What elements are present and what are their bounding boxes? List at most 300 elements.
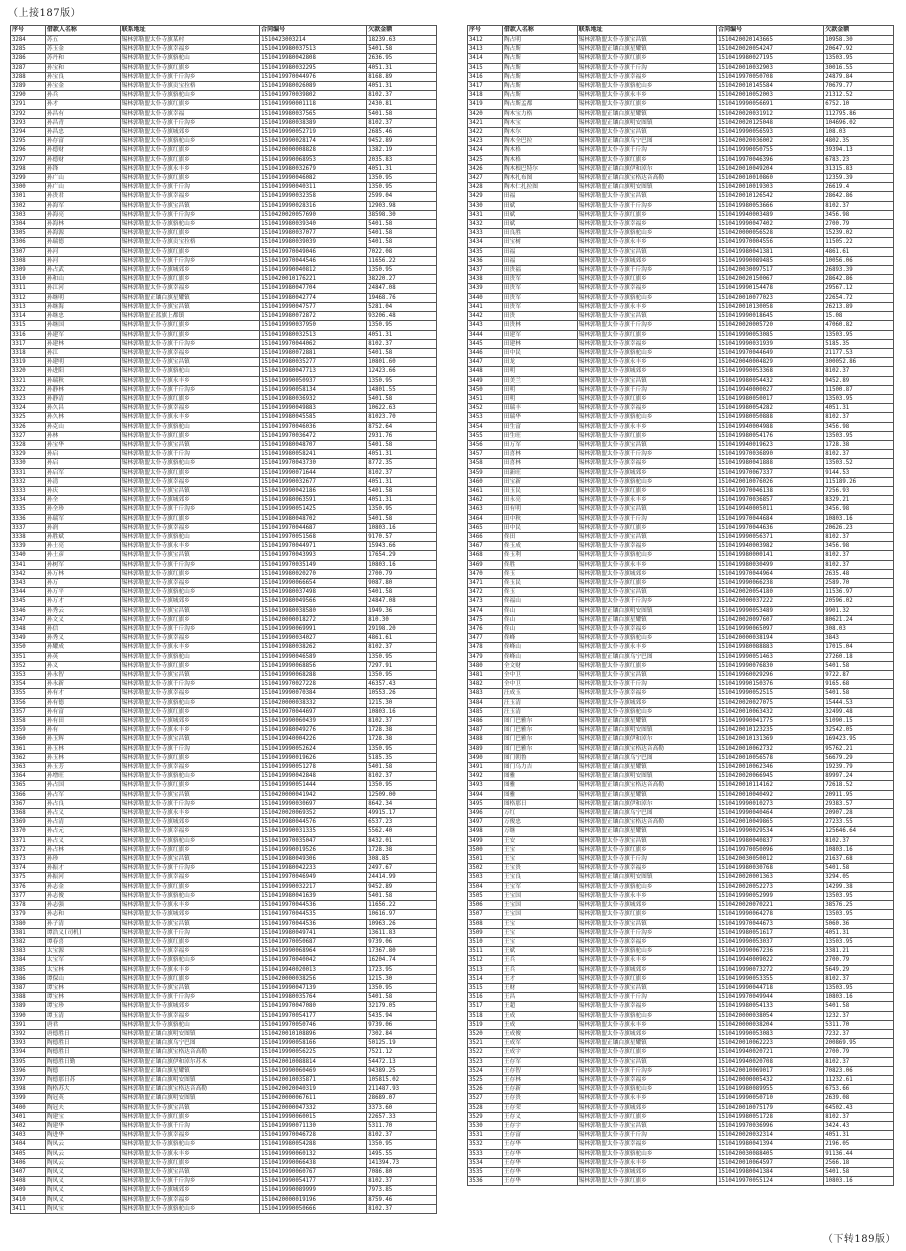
cell-address: 锡林郭勒盟太仆寺旗红旗乡	[120, 146, 260, 155]
cell-address: 锡林郭勒盟太仆寺旗红旗乡	[120, 514, 260, 523]
cell-no: 3366	[11, 790, 46, 799]
cell-name: 孙启军	[45, 468, 120, 477]
table-row	[11, 542, 437, 551]
table-row	[11, 1121, 437, 1130]
cell-amount: 3456.98	[824, 542, 894, 551]
cell-amount: 1350.95	[367, 266, 437, 275]
cell-no: 3343	[11, 578, 46, 587]
cell-amount: 5401.58	[367, 220, 437, 229]
table-row	[11, 735, 437, 744]
cell-no: 3448	[468, 367, 503, 376]
cell-amount: 810.30	[367, 615, 437, 624]
header-amount: 欠款金额	[367, 26, 437, 36]
cell-contract: 1510419980042774	[260, 293, 367, 302]
table-row	[11, 763, 437, 772]
cell-amount: 13503.95	[824, 910, 894, 919]
cell-address: 锡林郭勒盟太仆寺旗千斤沟	[120, 1121, 260, 1130]
cell-name: 王宝军	[502, 882, 577, 891]
cell-address: 锡林郭勒盟太仆寺旗红旗乡	[120, 468, 260, 477]
table-row	[11, 652, 437, 661]
table-row	[468, 836, 894, 845]
cell-contract: 1510419990046082	[260, 174, 367, 183]
cell-amount: 8102.37	[824, 1057, 894, 1066]
right-column	[467, 25, 894, 1186]
cell-name: 陶木全巴拉	[502, 137, 577, 146]
cell-amount: 29198.20	[367, 625, 437, 634]
cell-address: 锡林郭勒盟正镶白旗明安图镇	[577, 118, 717, 127]
cell-contract: 1510419990066238	[717, 578, 824, 587]
cell-address: 锡林郭勒盟太仆寺旗骆驼山乡	[577, 634, 717, 643]
cell-amount: 5401.58	[824, 1002, 894, 1011]
cell-address: 锡林郭勒盟太仆寺旗幸福乡	[577, 284, 717, 293]
table-row	[11, 671, 437, 680]
cell-no: 3461	[468, 486, 503, 495]
cell-contract: 1510419990056691	[717, 100, 824, 109]
cell-address: 锡林郭勒盟太仆寺旗骆驼山乡	[120, 1140, 260, 1149]
cell-address: 锡林郭勒盟太仆寺旗千斤沟	[120, 450, 260, 459]
cell-amount: 2700.79	[367, 569, 437, 578]
cell-contract: 1510420010077023	[717, 293, 824, 302]
cell-name: 田贵福	[502, 266, 577, 275]
table-row	[468, 928, 894, 937]
cell-no: 3409	[11, 1186, 46, 1195]
cell-contract: 1510420020057690	[260, 210, 367, 219]
cell-contract: 1510420000038054	[717, 1011, 824, 1020]
cell-amount: 1728.38	[367, 726, 437, 735]
cell-name: 孙玉林	[45, 744, 120, 753]
cell-name: 王存军	[502, 1057, 577, 1066]
cell-no: 3296	[11, 146, 46, 155]
left-table-body	[11, 36, 437, 1214]
cell-no: 3407	[11, 1167, 46, 1176]
cell-contract: 1510419960029296	[717, 671, 824, 680]
cell-name: 佟玉成	[502, 542, 577, 551]
cell-no: 3474	[468, 606, 503, 615]
table-row	[11, 956, 437, 965]
cell-no: 3318	[11, 348, 46, 357]
cell-name: 孙静林	[45, 385, 120, 394]
cell-address: 锡林郭勒盟太仆寺旗城郊乡	[120, 597, 260, 606]
cell-no: 3294	[11, 128, 46, 137]
cell-address: 锡林郭勒盟太仆寺旗永丰乡	[120, 413, 260, 422]
cell-amount: 13503.95	[824, 431, 894, 440]
cell-name: 陶木尔	[502, 128, 577, 137]
cell-amount: 8102.37	[367, 468, 437, 477]
cell-address: 锡林郭勒盟太仆寺旗千斤沟乡	[120, 339, 260, 348]
table-row	[11, 551, 437, 560]
cell-contract: 1510420020069352	[260, 809, 367, 818]
cell-name: 孙德财	[45, 155, 120, 164]
cell-name: 孙占林	[45, 845, 120, 854]
table-row	[468, 376, 894, 385]
cell-address: 锡林郭勒盟正镶白旗乌宁巴图	[120, 1039, 260, 1048]
cell-address: 锡林郭勒盟太仆寺旗宝昌镇	[577, 983, 717, 992]
cell-amount: 5281.04	[367, 302, 437, 311]
cell-address: 锡林郭勒盟太仆寺旗城郊乡	[577, 256, 717, 265]
cell-amount: 8102.37	[824, 974, 894, 983]
cell-no: 3451	[468, 394, 503, 403]
cell-no: 3299	[11, 174, 46, 183]
cell-contract: 1510419990071130	[260, 1121, 367, 1130]
cell-amount: 3294.05	[824, 873, 894, 882]
table-row	[11, 569, 437, 578]
cell-contract: 1510419990076830	[717, 661, 824, 670]
cell-address: 锡林郭勒盟太仆寺旗宝昌镇	[577, 532, 717, 541]
table-row	[11, 91, 437, 100]
cell-contract: 1510419990150376	[717, 680, 824, 689]
cell-contract: 1510420000038204	[717, 1020, 824, 1029]
table-row	[11, 809, 437, 818]
cell-address: 锡林郭勒盟太仆寺旗宝昌镇	[577, 128, 717, 137]
cell-name: 陶凤义	[45, 1186, 120, 1195]
table-row	[11, 947, 437, 956]
cell-no: 3498	[468, 827, 503, 836]
table-row	[468, 229, 894, 238]
cell-contract: 1510419980049306	[260, 855, 367, 864]
cell-no: 3507	[468, 910, 503, 919]
table-row	[11, 128, 437, 137]
table-row	[468, 422, 894, 431]
cell-contract: 1510419970044636	[717, 523, 824, 532]
cell-contract: 1510420010062732	[717, 744, 824, 753]
table-row	[468, 1048, 894, 1057]
cell-address: 锡林郭勒盟太仆寺旗永丰乡	[577, 302, 717, 311]
cell-address: 锡林郭勒盟太仆寺旗红旗乡	[577, 210, 717, 219]
cell-contract: 1510419980037513	[260, 45, 367, 54]
cell-amount: 27260.18	[824, 652, 894, 661]
cell-contract: 1510419980042808	[260, 54, 367, 63]
cell-name: 孙继明	[45, 293, 120, 302]
table-row	[11, 256, 437, 265]
cell-contract: 1510419940004226	[260, 735, 367, 744]
cell-contract: 1510419980040837	[717, 836, 824, 845]
cell-no: 3433	[468, 229, 503, 238]
cell-contract: 1510419980051617	[717, 928, 824, 937]
cell-amount: 9739.06	[367, 1020, 437, 1029]
cell-contract: 1510419990066654	[260, 578, 367, 587]
cell-address: 锡林郭勒盟正镶白旗星耀镇	[577, 1039, 717, 1048]
cell-name: 田贵军	[502, 293, 577, 302]
cell-address: 锡林郭勒盟太仆寺旗红旗乡	[120, 330, 260, 339]
cell-contract: 1510419970043730	[260, 459, 367, 468]
cell-contract: 1510419970044536	[260, 919, 367, 928]
cell-contract: 1510419980035277	[260, 358, 367, 367]
cell-name: 陶木宝力格	[502, 109, 577, 118]
header-contract: 合同编号	[260, 26, 367, 36]
cell-no: 3410	[11, 1195, 46, 1204]
cell-no: 3452	[468, 404, 503, 413]
cell-address: 锡林郭勒盟太仆寺旗红旗乡	[120, 882, 260, 891]
cell-name: 王宝	[502, 919, 577, 928]
cell-no: 3417	[468, 82, 503, 91]
cell-amount: 11505.22	[824, 238, 894, 247]
table-row	[468, 137, 894, 146]
cell-name: 孙久昌	[45, 404, 120, 413]
cell-contract: 1510420020125048	[717, 118, 824, 127]
table-row	[11, 459, 437, 468]
cell-address: 锡林郭勒盟太仆寺旗幸福乡	[577, 1002, 717, 1011]
cell-no: 3478	[468, 643, 503, 652]
cell-no: 3477	[468, 634, 503, 643]
cell-no: 3305	[11, 229, 46, 238]
cell-amount: 4051.31	[367, 450, 437, 459]
cell-no: 3414	[468, 54, 503, 63]
cell-amount: 32542.05	[824, 726, 894, 735]
cell-amount: 46357.43	[367, 680, 437, 689]
table-row	[11, 634, 437, 643]
cell-contract: 1510419990044718	[717, 983, 824, 992]
table-row	[468, 514, 894, 523]
cell-address: 锡林郭勒盟太仆寺旗红旗乡	[577, 845, 717, 854]
cell-address: 锡林郭勒盟太仆寺旗宝昌镇	[120, 201, 260, 210]
cell-address: 锡林郭勒盟太仆寺旗永丰乡	[120, 965, 260, 974]
cell-contract: 1510419990056593	[717, 128, 824, 137]
cell-name: 陶德胜日	[45, 1039, 120, 1048]
cell-name: 孙占元	[45, 827, 120, 836]
cell-address: 锡林郭勒盟太仆寺旗骆驼山乡	[120, 1204, 260, 1213]
cell-contract: 1510420010019303	[717, 183, 824, 192]
cell-name: 孙瑞军	[45, 514, 120, 523]
cell-no: 3340	[11, 551, 46, 560]
cell-amount: 8102.37	[824, 836, 894, 845]
cell-no: 3484	[468, 698, 503, 707]
cell-address: 锡林郭勒盟太仆寺旗骆驼山乡	[120, 698, 260, 707]
table-row	[468, 201, 894, 210]
cell-amount: 7521.12	[367, 1048, 437, 1057]
table-row	[11, 330, 437, 339]
cell-no: 3464	[468, 514, 503, 523]
cell-name: 佟福山	[502, 597, 577, 606]
cell-address: 锡林郭勒盟正镶白旗乌宁巴图	[577, 137, 717, 146]
cell-no: 3513	[468, 965, 503, 974]
table-row	[468, 615, 894, 624]
cell-contract: 1510420010176221	[260, 275, 367, 284]
cell-amount: 24847.08	[367, 597, 437, 606]
cell-amount: 28642.86	[824, 275, 894, 284]
table-row	[11, 827, 437, 836]
cell-amount: 11500.87	[824, 385, 894, 394]
cell-contract: 1510419980041394	[717, 1140, 824, 1149]
right-table-body	[468, 36, 894, 1186]
cell-name: 陶凤义	[45, 1195, 120, 1204]
footer-continuation-note: （下转189版）	[822, 1234, 896, 1245]
cell-address: 锡林郭勒盟太仆寺旗宝昌镇	[577, 836, 717, 845]
cell-address: 锡林郭勒盟太仆寺旗骆驼山乡	[120, 836, 260, 845]
cell-amount: 5401.58	[824, 864, 894, 873]
cell-amount: 17015.04	[824, 643, 894, 652]
cell-address: 锡林郭勒盟正镶白旗伊和淖尔	[577, 164, 717, 173]
cell-name: 孙启	[45, 459, 120, 468]
cell-contract: 1510419990046589	[260, 652, 367, 661]
table-row	[468, 891, 894, 900]
cell-amount: 10803.16	[824, 845, 894, 854]
cell-address: 锡林郭勒盟太仆寺旗千斤沟	[577, 514, 717, 523]
cell-address: 锡林郭勒盟太仆寺旗千斤沟乡	[120, 505, 260, 514]
cell-name: 孙永智	[45, 671, 120, 680]
cell-amount: 10803.16	[367, 523, 437, 532]
cell-amount: 9144.53	[824, 468, 894, 477]
cell-amount: 112795.86	[824, 109, 894, 118]
cell-contract: 1510420000038332	[260, 698, 367, 707]
cell-address: 锡林郭勒盟太仆寺旗红旗乡	[120, 937, 260, 946]
cell-name: 王宝	[502, 928, 577, 937]
cell-contract: 1510420010040492	[717, 790, 824, 799]
cell-name: 王宝	[502, 937, 577, 946]
table-row	[11, 367, 437, 376]
cell-no: 3508	[468, 919, 503, 928]
cell-no: 3376	[11, 882, 46, 891]
cell-name: 谭春喜	[45, 937, 120, 946]
cell-amount: 70823.06	[824, 1066, 894, 1075]
cell-contract: 1510420010088814	[260, 1057, 367, 1066]
cell-amount: 5435.94	[367, 1011, 437, 1020]
cell-no: 3460	[468, 477, 503, 486]
cell-contract: 1510419990031335	[260, 827, 367, 836]
cell-amount: 4802.35	[824, 137, 894, 146]
table-row	[468, 247, 894, 256]
table-row	[11, 661, 437, 670]
header-name: 借款人名称	[502, 26, 577, 36]
cell-address: 锡林郭勒盟太仆寺旗幸福乡	[120, 477, 260, 486]
cell-amount: 20911.95	[824, 790, 894, 799]
cell-address: 锡林郭勒盟正镶白旗星耀镇	[577, 763, 717, 772]
cell-contract: 1510419940009022	[717, 956, 824, 965]
cell-name: 孙海源	[45, 229, 120, 238]
table-row	[11, 1002, 437, 1011]
cell-no: 3524	[468, 1066, 503, 1075]
cell-contract: 1510419990032358	[260, 192, 367, 201]
cell-no: 3326	[11, 422, 46, 431]
cell-no: 3333	[11, 486, 46, 495]
table-row	[468, 91, 894, 100]
cell-contract: 1510420010123235	[717, 726, 824, 735]
cell-amount: 28642.86	[824, 192, 894, 201]
cell-address: 锡林郭勒盟太仆寺旗千斤沟	[120, 928, 260, 937]
cell-no: 3485	[468, 707, 503, 716]
cell-address: 锡林郭勒盟太仆寺旗幸福乡	[120, 192, 260, 201]
cell-contract: 1510420010052003	[717, 91, 824, 100]
cell-name: 孙润	[45, 523, 120, 532]
cell-amount: 8168.89	[367, 72, 437, 81]
cell-address: 锡林郭勒盟太仆寺旗宝昌镇	[577, 919, 717, 928]
cell-name: 陶占斯	[502, 54, 577, 63]
cell-no: 3526	[468, 1085, 503, 1094]
cell-no: 3328	[11, 440, 46, 449]
cell-name: 孙有德	[45, 698, 120, 707]
cell-name: 王存华	[502, 1177, 577, 1186]
cell-amount: 17654.29	[367, 551, 437, 560]
cell-contract: 1510419980072872	[260, 312, 367, 321]
cell-no: 3486	[468, 717, 503, 726]
cell-address: 锡林郭勒盟正镶白旗星耀镇	[577, 827, 717, 836]
cell-address: 锡林郭勒盟太仆寺旗幸福乡	[120, 348, 260, 357]
cell-no: 3428	[468, 183, 503, 192]
cell-contract: 1510419980051728	[717, 1112, 824, 1121]
table-row	[468, 726, 894, 735]
cell-address: 锡林郭勒盟太仆寺旗城郊乡	[577, 1029, 717, 1038]
cell-name: 孙海亮	[45, 210, 120, 219]
table-row	[11, 974, 437, 983]
cell-address: 锡林郭勒盟正镶白旗明安图镇	[577, 606, 717, 615]
table-row	[468, 578, 894, 587]
cell-amount: 4051.31	[824, 404, 894, 413]
cell-address: 锡林郭勒盟太仆寺旗千斤沟	[577, 993, 717, 1002]
cell-no: 3289	[11, 82, 46, 91]
cell-name: 图门巴雅尔	[502, 735, 577, 744]
cell-amount: 11656.22	[367, 901, 437, 910]
cell-amount: 10622.63	[367, 404, 437, 413]
cell-address: 锡林郭勒盟太仆寺旗永丰乡	[577, 643, 717, 652]
cell-contract: 1510419970050746	[260, 1020, 367, 1029]
cell-no: 3341	[11, 560, 46, 569]
cell-address: 锡林郭勒盟太仆寺旗宝昌镇	[577, 312, 717, 321]
cell-address: 锡林郭勒盟太仆寺旗城郊乡	[120, 910, 260, 919]
table-row	[468, 450, 894, 459]
cell-name: 孙启	[45, 450, 120, 459]
cell-name: 孙林	[45, 431, 120, 440]
cell-amount: 38598.30	[367, 210, 437, 219]
cell-no: 3327	[11, 431, 46, 440]
cell-address: 锡林郭勒盟太仆寺旗永丰乡	[577, 1158, 717, 1167]
left-table	[10, 25, 437, 1214]
cell-no: 3302	[11, 201, 46, 210]
cell-no: 3317	[11, 339, 46, 348]
cell-amount: 51090.15	[824, 717, 894, 726]
cell-amount: 6752.10	[824, 100, 894, 109]
cell-address: 锡林郭勒盟太仆寺旗千斤沟乡	[120, 560, 260, 569]
cell-name: 田斌	[502, 210, 577, 219]
table-row	[11, 799, 437, 808]
cell-no: 3301	[11, 192, 46, 201]
cell-address: 锡林郭勒盟太仆寺旗宝昌镇	[120, 671, 260, 680]
cell-name: 王宝良	[502, 873, 577, 882]
cell-name: 孙志强	[45, 901, 120, 910]
cell-address: 锡林郭勒盟太仆寺旗贡宝拉格	[120, 82, 260, 91]
cell-contract: 1510419970055124	[717, 1177, 824, 1186]
cell-address: 锡林郭勒盟太仆寺旗宝昌镇	[577, 376, 717, 385]
cell-name: 田新旺	[502, 468, 577, 477]
cell-address: 锡林郭勒盟正镶白旗伊和淖尔	[577, 735, 717, 744]
cell-address: 锡林郭勒盟太仆寺旗城郊乡	[577, 901, 717, 910]
table-row	[468, 302, 894, 311]
table-row	[468, 82, 894, 91]
cell-address: 锡林郭勒盟太仆寺旗红旗乡	[577, 1177, 717, 1186]
cell-amount: 8102.37	[367, 1177, 437, 1186]
cell-no: 3506	[468, 901, 503, 910]
cell-name: 孙宝良	[45, 72, 120, 81]
table-row	[468, 1158, 894, 1167]
cell-contract: 1510419990065097	[717, 625, 824, 634]
cell-amount: 3373.60	[367, 1103, 437, 1112]
cell-name: 田贵林	[502, 321, 577, 330]
cell-amount: 12359.39	[824, 174, 894, 183]
cell-amount: 10553.26	[367, 689, 437, 698]
cell-contract: 1510419980058241	[260, 450, 367, 459]
cell-address: 锡林郭勒盟正镶白旗明安图镇	[577, 873, 717, 882]
cell-contract: 1510419970067337	[717, 468, 824, 477]
cell-amount: 93206.48	[367, 312, 437, 321]
cell-amount: 12509.00	[367, 790, 437, 799]
cell-address: 锡林郭勒盟太仆寺旗千斤沟	[577, 1131, 717, 1140]
cell-address: 锡林郭勒盟太仆寺旗永丰乡	[120, 1149, 260, 1158]
table-row	[468, 827, 894, 836]
cell-address: 锡林郭勒盟太仆寺旗永丰乡	[120, 164, 260, 173]
cell-name: 孙贵君	[45, 192, 120, 201]
cell-name: 孙存富	[45, 137, 120, 146]
cell-address: 锡林郭勒盟太仆寺旗城郊乡	[577, 1103, 717, 1112]
cell-contract: 1510419970044684	[717, 514, 824, 523]
table-row	[11, 615, 437, 624]
